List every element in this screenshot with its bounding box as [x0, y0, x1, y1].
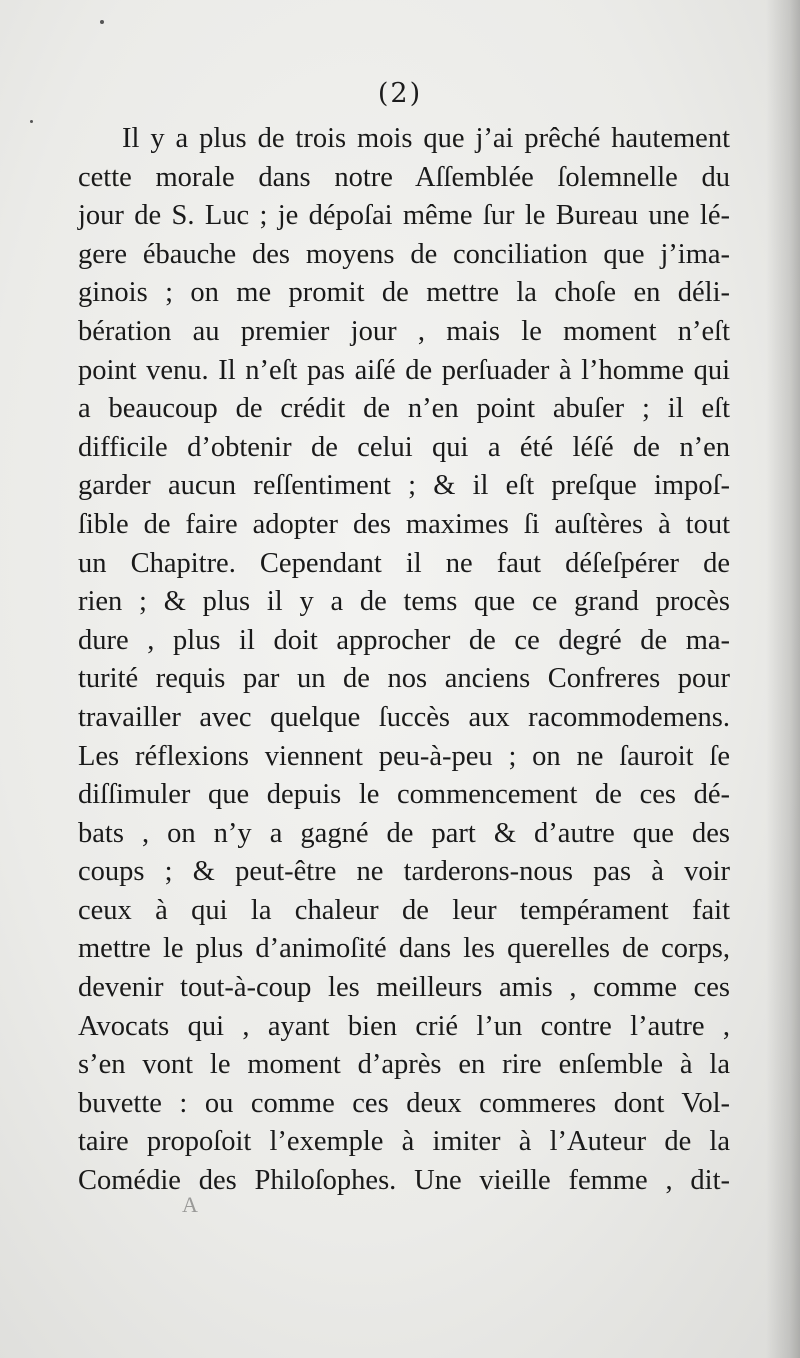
text-line: ſible de faire adopter des maximes ſi auſtères à tout	[78, 508, 730, 540]
text-line: ceux à qui la chaleur de leur tempérament fait	[78, 894, 730, 926]
ink-speck	[30, 120, 33, 123]
text-line: turité requis par un de nos anciens Confreres pour	[78, 663, 730, 695]
text-line: Avocats qui , ayant bien crié l’un contre l’autre ,	[78, 1010, 730, 1042]
signature-mark: A	[182, 1192, 198, 1217]
text-line: ginois ; on me promit de mettre la choſe en déli-	[78, 277, 730, 309]
text-line: gere ébauche des moyens de conciliation que j’ima-	[78, 238, 730, 270]
text-line: Il y a plus de trois mois que j’ai prêché hautement	[122, 123, 730, 154]
text-line: travailler avec quelque ſuccès aux racommodemens.	[78, 701, 730, 733]
text-line: bération au premier jour , mais le moment n’eſt	[78, 315, 730, 347]
text-line: Les réflexions viennent peu-à-peu ; on ne ſauroit ſe	[78, 740, 730, 772]
text-line: cette morale dans notre Aſſemblée ſolemnelle du	[78, 161, 730, 193]
ink-speck	[100, 20, 104, 24]
text-line: bats , on n’y a gagné de part & d’autre que des	[78, 817, 730, 849]
text-line: difficile d’obtenir de celui qui a été léſé de n’en	[78, 431, 730, 463]
text-line: mettre le plus d’animoſité dans les querelles de corps,	[78, 933, 730, 965]
page-edge-shadow	[766, 0, 800, 1358]
text-line: coups ; & peut-être ne tarderons-nous pas à voir	[78, 856, 730, 888]
text-line: un Chapitre. Cependant il ne faut déſeſpérer de	[78, 547, 730, 579]
text-line: rien ; & plus il y a de tems que ce grand procès	[78, 586, 730, 618]
text-line: jour de S. Luc ; je dépoſai même ſur le Bureau une lé-	[78, 200, 730, 232]
text-line: buvette : ou comme ces deux commeres dont Vol-	[78, 1087, 730, 1119]
body-text	[78, 120, 730, 1201]
text-line: devenir tout-à-coup les meilleurs amis , comme ces	[78, 972, 730, 1004]
text-line: diſſimuler que depuis le commencement de ces dé-	[78, 779, 730, 811]
page-number: (2)	[377, 78, 423, 109]
text-line: Comédie des Philoſophes. Une vieille femme , dit-	[78, 1165, 730, 1197]
text-line: garder aucun reſſentiment ; & il eſt preſque impoſ-	[78, 470, 730, 502]
text-line: point venu. Il n’eſt pas aiſé de perſuader à l’homme qui	[78, 354, 730, 386]
text-line: taire propoſoit l’exemple à imiter à l’Auteur de la	[78, 1126, 730, 1158]
text-line: a beaucoup de crédit de n’en point abuſer ; il eſt	[78, 393, 730, 425]
text-line: s’en vont le moment d’après en rire enſemble à la	[78, 1049, 730, 1081]
text-line: dure , plus il doit approcher de ce degré de ma-	[78, 624, 730, 656]
